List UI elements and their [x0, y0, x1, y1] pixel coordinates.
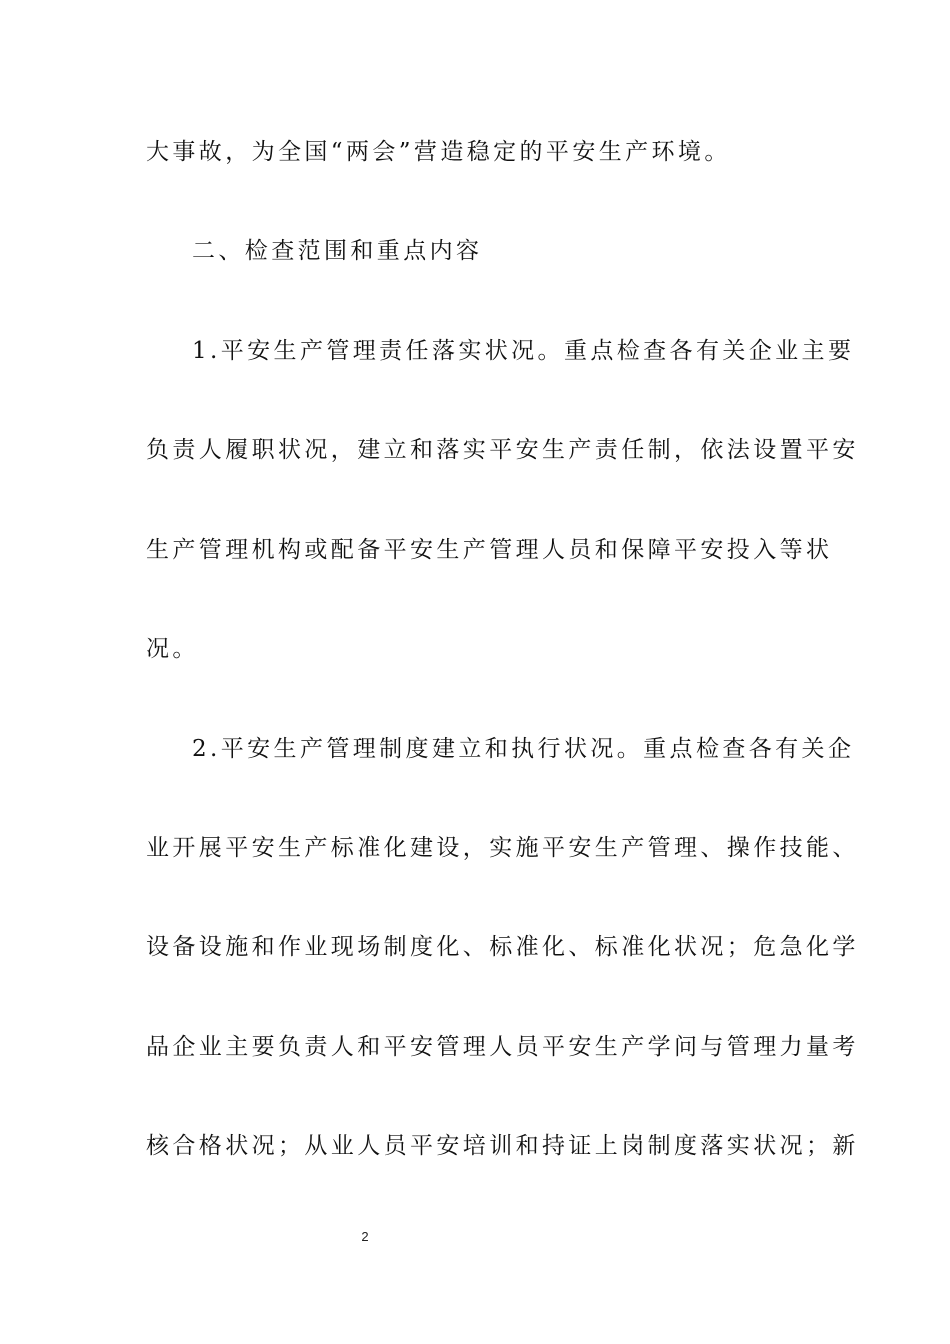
paragraph-line-2: 1.平安生产管理责任落实状况。重点检查各有关企业主要 [192, 338, 855, 364]
paragraph-line-7: 业开展平安生产标准化建设，实施平安生产管理、操作技能、 [146, 835, 859, 861]
paragraph-line-10: 核合格状况；从业人员平安培训和持证上岗制度落实状况；新 [146, 1133, 859, 1159]
paragraph-line-3: 负责人履职状况，建立和落实平安生产责任制，依法设置平安 [146, 437, 859, 463]
paragraph-line-9: 品企业主要负责人和平安管理人员平安生产学问与管理力量考 [146, 1034, 859, 1060]
paragraph-line-6: 2.平安生产管理制度建立和执行状况。重点检查各有关企 [192, 736, 855, 762]
paragraph-line-8: 设备设施和作业现场制度化、标准化、标准化状况；危急化学 [146, 934, 859, 960]
paragraph-line-4: 生产管理机构或配备平安生产管理人员和保障平安投入等状 [146, 537, 833, 563]
page-number: 2 [361, 1229, 369, 1244]
section-heading: 二、检查范围和重点内容 [192, 238, 483, 264]
paragraph-line-5: 况。 [146, 636, 199, 662]
paragraph-line-1: 大事故，为全国“两会”营造稳定的平安生产环境。 [146, 139, 731, 165]
